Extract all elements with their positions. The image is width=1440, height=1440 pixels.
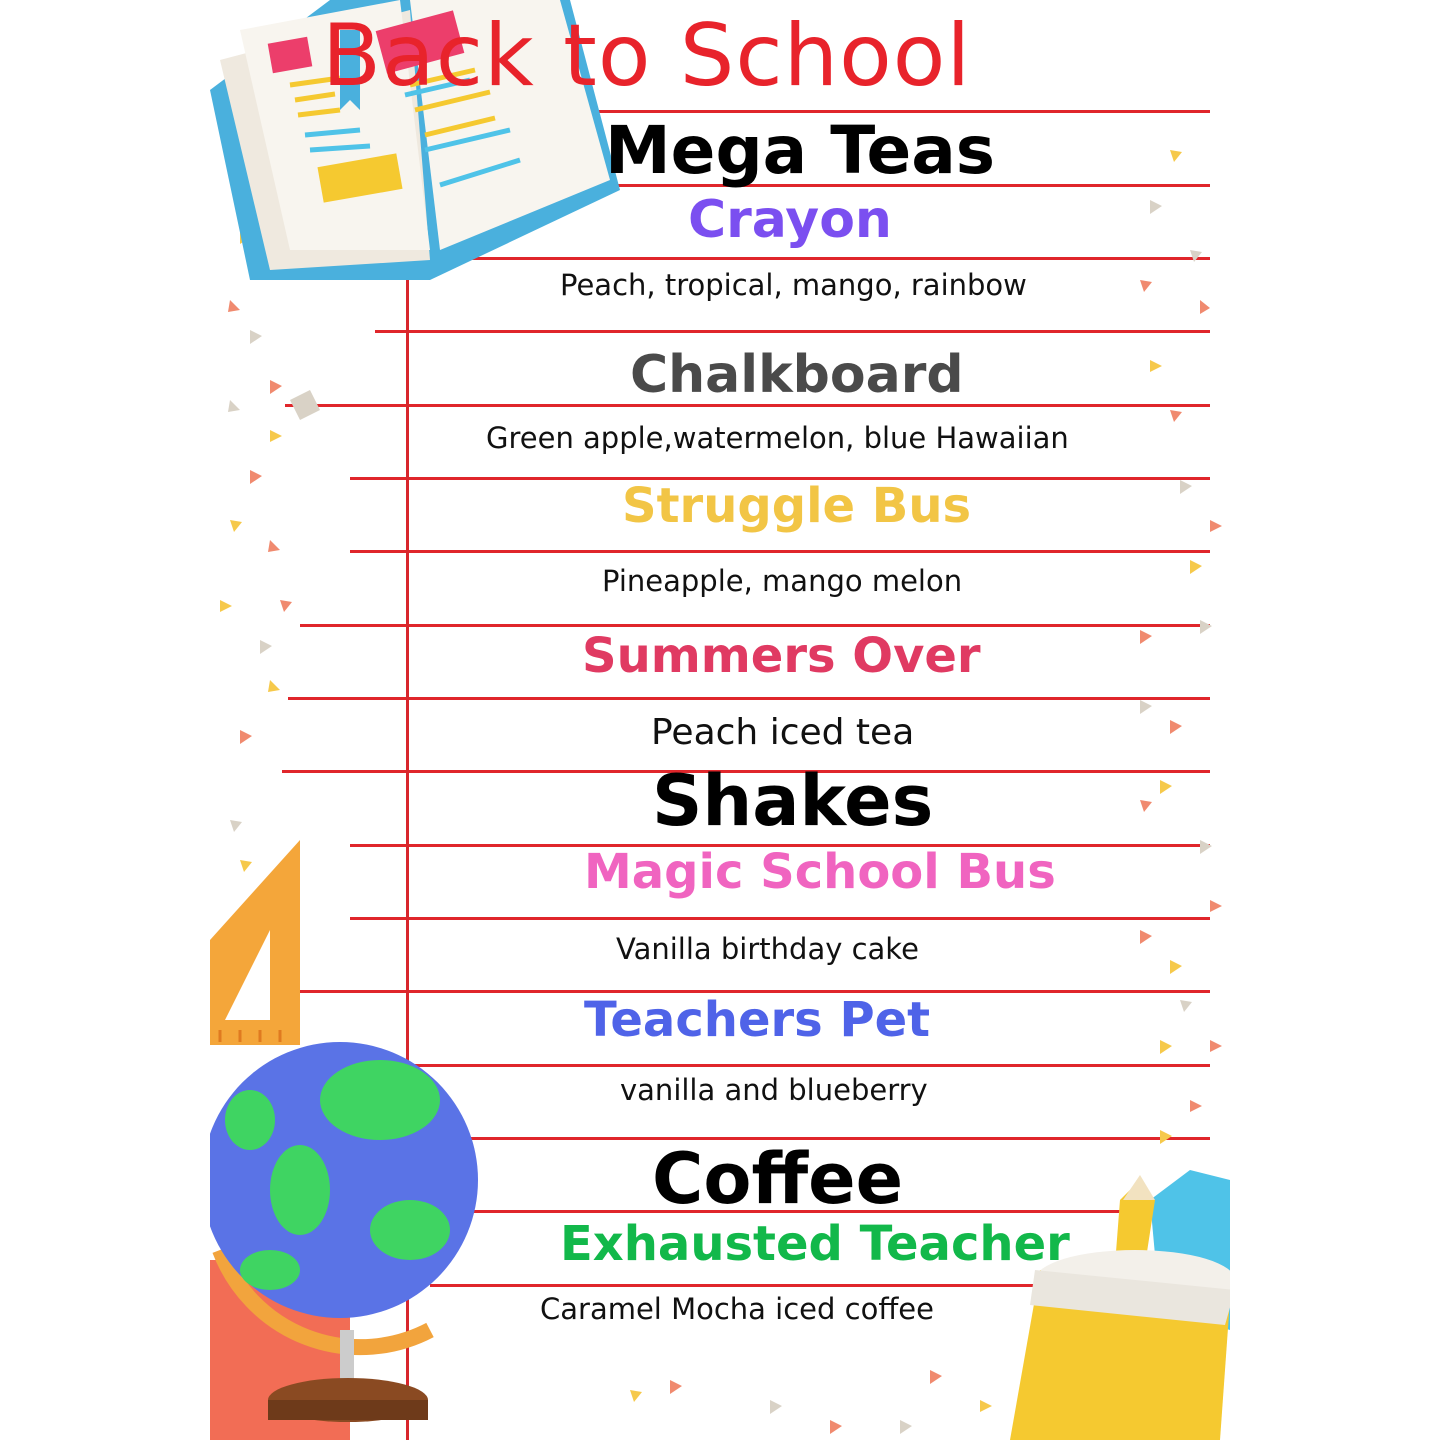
drink-name-chalkboard: Chalkboard xyxy=(630,345,964,405)
drink-desc-teachers-pet: vanilla and blueberry xyxy=(620,1073,928,1107)
pencil-cup-icon xyxy=(1010,1160,1230,1440)
drink-name-summers-over: Summers Over xyxy=(582,628,981,684)
drink-desc-magic-school-bus: Vanilla birthday cake xyxy=(616,932,919,966)
drink-desc-struggle-bus: Pineapple, mango melon xyxy=(602,564,963,598)
drink-name-magic-school-bus: Magic School Bus xyxy=(584,844,1056,900)
drink-desc-exhausted-teacher: Caramel Mocha iced coffee xyxy=(540,1292,934,1326)
drink-name-exhausted-teacher: Exhausted Teacher xyxy=(560,1216,1070,1272)
page-title: Back to School xyxy=(322,6,972,106)
globe-icon xyxy=(210,1040,490,1440)
drink-desc-crayon: Peach, tropical, mango, rainbow xyxy=(560,268,1027,302)
drink-name-struggle-bus: Struggle Bus xyxy=(622,478,972,534)
section-heading-shakes: Shakes xyxy=(652,760,934,842)
section-heading-coffee: Coffee xyxy=(652,1138,904,1220)
drink-name-crayon: Crayon xyxy=(688,190,892,250)
ruler-triangle-icon xyxy=(210,830,310,1050)
drink-desc-summers-over: Peach iced tea xyxy=(651,712,915,753)
drink-desc-chalkboard: Green apple,watermelon, blue Hawaiian xyxy=(486,421,1069,455)
drink-name-teachers-pet: Teachers Pet xyxy=(584,992,931,1048)
section-heading-mega-teas: Mega Teas xyxy=(605,112,996,189)
